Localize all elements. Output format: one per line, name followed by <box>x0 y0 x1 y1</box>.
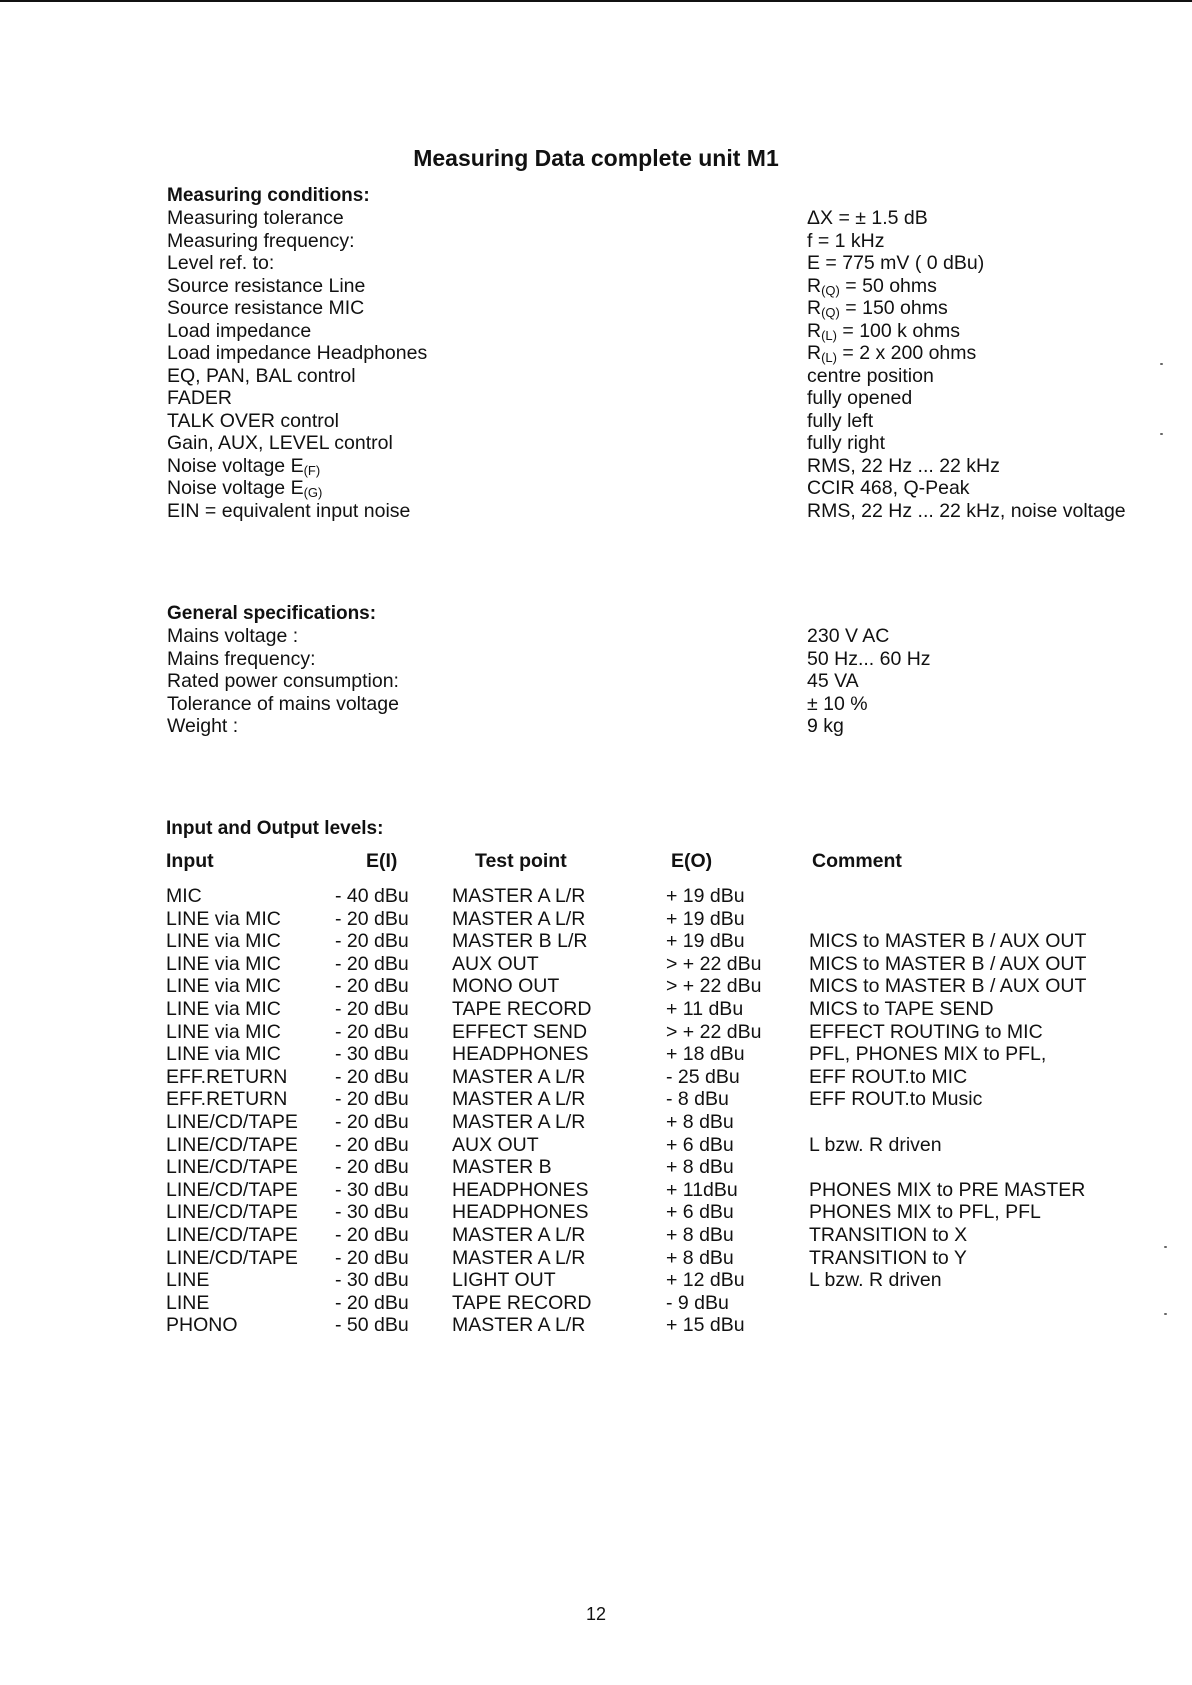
cell-test-point: LIGHT OUT <box>452 1269 556 1292</box>
table-row <box>166 1224 1166 1247</box>
cell-ei: - 20 dBu <box>335 1223 409 1246</box>
spec-value: RMS, 22 Hz ... 22 kHz <box>807 454 1000 477</box>
spec-value: fully opened <box>807 387 913 409</box>
cell-eo: + 12 dBu <box>666 1269 745 1292</box>
spec-value: ± 10 % <box>807 692 868 715</box>
spec-row <box>167 670 1147 693</box>
spec-label: Tolerance of mains voltage <box>167 692 399 715</box>
table-row <box>166 1314 1166 1337</box>
cell-input: LINE via MIC <box>166 1020 281 1043</box>
col-header-test-point: Test point <box>475 850 567 872</box>
spec-row <box>167 365 1147 388</box>
cell-ei: - 30 dBu <box>335 1201 409 1224</box>
spec-row <box>167 477 1147 500</box>
scan-speck <box>1164 1313 1167 1315</box>
spec-label <box>167 455 320 478</box>
spec-value <box>807 342 976 365</box>
spec-value: fully left <box>807 409 874 432</box>
spec-value: fully right <box>807 432 886 454</box>
cell-test-point: MASTER A L/R <box>452 1246 586 1269</box>
spec-label: Measuring tolerance <box>167 207 344 229</box>
spec-label: EQ, PAN, BAL control <box>167 364 356 387</box>
cell-input: LINE/CD/TAPE <box>166 1223 298 1246</box>
measuring-conditions-heading: Measuring conditions: <box>167 185 370 206</box>
cell-test-point: MASTER A L/R <box>452 1065 586 1088</box>
cell-test-point: MONO OUT <box>452 975 560 998</box>
cell-test-point: HEADPHONES <box>452 1178 589 1201</box>
spec-row <box>167 715 1147 738</box>
cell-ei: - 20 dBu <box>335 1088 409 1111</box>
spec-label: Rated power consumption: <box>167 670 399 692</box>
cell-ei: - 20 dBu <box>335 1156 409 1179</box>
cell-eo: + 19 dBu <box>666 930 745 953</box>
spec-value: E = 775 mV ( 0 dBu) <box>807 252 985 274</box>
page-title: Measuring Data complete unit M1 <box>413 145 779 171</box>
cell-comment: MICS to MASTER B / AUX OUT <box>809 975 1087 998</box>
cell-ei: - 30 dBu <box>335 1269 409 1292</box>
col-header-comment: Comment <box>812 850 902 872</box>
cell-ei: - 20 dBu <box>335 907 409 930</box>
cell-ei: - 50 dBu <box>335 1314 409 1337</box>
cell-eo: > + 22 dBu <box>666 975 762 998</box>
table-row <box>166 930 1166 953</box>
table-row <box>166 1111 1166 1134</box>
table-row <box>166 1269 1166 1292</box>
spec-value-symbol: R <box>807 342 822 364</box>
cell-input: LINE/CD/TAPE <box>166 1156 298 1179</box>
cell-input: LINE via MIC <box>166 907 281 930</box>
top-rule <box>0 0 1192 2</box>
cell-input: LINE/CD/TAPE <box>166 1110 298 1133</box>
cell-comment: TRANSITION to X <box>809 1223 968 1246</box>
io-levels-heading: Input and Output levels: <box>166 818 384 839</box>
spec-value-symbol: R <box>807 297 822 319</box>
cell-ei: - 30 dBu <box>335 1043 409 1066</box>
spec-row <box>167 500 1147 523</box>
spec-label: Mains voltage : <box>167 625 299 647</box>
spec-label: Source resistance MIC <box>167 297 365 319</box>
cell-input: LINE via MIC <box>166 1043 281 1066</box>
spec-row <box>167 648 1147 671</box>
cell-eo: + 18 dBu <box>666 1043 745 1066</box>
cell-input: PHONO <box>166 1314 238 1337</box>
spec-row <box>167 455 1147 478</box>
spec-value: 45 VA <box>807 670 859 692</box>
spec-label-subscript: (G) <box>303 485 323 500</box>
spec-value: 9 kg <box>807 715 844 737</box>
cell-input: MIC <box>166 885 202 907</box>
scan-speck <box>1164 1246 1167 1248</box>
cell-test-point: EFFECT SEND <box>452 1020 588 1043</box>
cell-comment: L bzw. R driven <box>809 1133 942 1156</box>
cell-input: LINE/CD/TAPE <box>166 1201 298 1224</box>
spec-value: CCIR 468, Q-Peak <box>807 477 970 499</box>
spec-label: Load impedance <box>167 319 312 342</box>
cell-ei: - 20 dBu <box>335 1020 409 1043</box>
spec-label: Load impedance Headphones <box>167 342 428 364</box>
spec-value-subscript: (L) <box>821 350 837 365</box>
cell-test-point: MASTER A L/R <box>452 1314 586 1337</box>
cell-test-point: HEADPHONES <box>452 1201 589 1224</box>
spec-value-text: = 100 k ohms <box>836 319 961 342</box>
cell-input: LINE <box>166 1269 210 1292</box>
table-row <box>166 998 1166 1021</box>
cell-input: LINE via MIC <box>166 952 281 975</box>
cell-comment: EFFECT ROUTING to MIC <box>809 1020 1043 1043</box>
cell-test-point: AUX OUT <box>452 952 539 975</box>
cell-eo: + 15 dBu <box>666 1314 745 1337</box>
cell-test-point: MASTER A L/R <box>452 907 586 930</box>
cell-ei: - 20 dBu <box>335 975 409 998</box>
cell-comment: MICS to TAPE SEND <box>809 997 994 1020</box>
spec-label-subscript: (F) <box>303 462 321 478</box>
cell-ei: - 20 dBu <box>335 997 409 1020</box>
cell-test-point: HEADPHONES <box>452 1043 589 1066</box>
cell-input: LINE via MIC <box>166 997 281 1020</box>
spec-row <box>167 252 1147 275</box>
spec-row <box>167 342 1147 365</box>
cell-ei: - 20 dBu <box>335 1246 409 1269</box>
col-header-ei: E(I) <box>366 850 398 872</box>
table-row <box>166 975 1166 998</box>
cell-eo: + 8 dBu <box>666 1110 734 1133</box>
spec-value: centre position <box>807 364 934 387</box>
table-row <box>166 1247 1166 1270</box>
cell-input: LINE/CD/TAPE <box>166 1246 298 1269</box>
spec-row <box>167 410 1147 433</box>
cell-ei: - 30 dBu <box>335 1178 409 1201</box>
table-row <box>166 1134 1166 1157</box>
cell-test-point: MASTER A L/R <box>452 1110 586 1133</box>
cell-input: LINE via MIC <box>166 975 281 998</box>
table-row <box>166 885 1166 908</box>
cell-comment: PFL, PHONES MIX to PFL, <box>809 1043 1047 1066</box>
spec-value-text: = 50 ohms <box>839 274 937 297</box>
cell-input: LINE/CD/TAPE <box>166 1133 298 1156</box>
spec-value: 230 V AC <box>807 625 890 647</box>
table-row <box>166 1066 1166 1089</box>
cell-input: LINE <box>166 1291 210 1314</box>
table-row <box>166 1201 1166 1224</box>
spec-value-subscript: (Q) <box>821 282 840 298</box>
spec-value <box>807 320 960 343</box>
cell-input: LINE/CD/TAPE <box>166 1178 298 1201</box>
spec-value-subscript: (Q) <box>821 305 840 320</box>
spec-label: Weight : <box>167 715 239 737</box>
table-row <box>166 1179 1166 1202</box>
cell-test-point: TAPE RECORD <box>452 997 592 1020</box>
spec-label: Level ref. to: <box>167 252 275 274</box>
cell-eo: - 8 dBu <box>666 1088 729 1111</box>
spec-row <box>167 207 1147 230</box>
cell-eo: + 19 dBu <box>666 885 745 907</box>
spec-label <box>167 477 322 500</box>
page-number: 12 <box>585 1604 607 1624</box>
spec-value: RMS, 22 Hz ... 22 kHz, noise voltage <box>807 499 1126 522</box>
cell-ei: - 20 dBu <box>335 1110 409 1133</box>
general-specifications-list <box>167 625 1147 738</box>
spec-label: Source resistance Line <box>167 274 366 297</box>
spec-value <box>807 297 948 320</box>
col-header-input: Input <box>166 850 214 872</box>
spec-label: Mains frequency: <box>167 647 316 670</box>
cell-test-point: MASTER B L/R <box>452 930 588 953</box>
cell-test-point: MASTER A L/R <box>452 885 586 907</box>
cell-comment: TRANSITION to Y <box>809 1246 967 1269</box>
col-header-eo: E(O) <box>671 850 713 872</box>
cell-eo: + 11 dBu <box>666 997 744 1020</box>
spec-label: Gain, AUX, LEVEL control <box>167 432 393 454</box>
table-row <box>166 1292 1166 1315</box>
cell-test-point: TAPE RECORD <box>452 1291 592 1314</box>
table-row <box>166 1088 1166 1111</box>
cell-test-point: AUX OUT <box>452 1133 539 1156</box>
cell-test-point: MASTER A L/R <box>452 1088 586 1111</box>
spec-row <box>167 297 1147 320</box>
spec-row <box>167 625 1147 648</box>
cell-comment: PHONES MIX to PFL, PFL <box>809 1201 1041 1224</box>
spec-row <box>167 230 1147 253</box>
cell-comment: MICS to MASTER B / AUX OUT <box>809 952 1087 975</box>
cell-test-point: MASTER B <box>452 1156 552 1179</box>
spec-value-symbol: R <box>807 274 822 297</box>
cell-eo: - 25 dBu <box>666 1065 740 1088</box>
spec-value-subscript: (L) <box>821 327 837 343</box>
scan-speck <box>1160 433 1163 435</box>
cell-ei: - 40 dBu <box>335 885 409 907</box>
spec-value-symbol: R <box>807 319 822 342</box>
spec-value-text: = 2 x 200 ohms <box>836 342 977 364</box>
spec-row <box>167 432 1147 455</box>
cell-eo: + 6 dBu <box>666 1201 734 1224</box>
spec-value: f = 1 kHz <box>807 229 885 252</box>
spec-row <box>167 693 1147 716</box>
cell-input: EFF.RETURN <box>166 1065 288 1088</box>
table-row <box>166 1043 1166 1066</box>
cell-ei: - 20 dBu <box>335 930 409 953</box>
cell-ei: - 20 dBu <box>335 952 409 975</box>
cell-eo: + 11dBu <box>666 1178 738 1201</box>
table-row <box>166 953 1166 976</box>
cell-comment: EFF ROUT.to Music <box>809 1088 983 1111</box>
spec-value-text: = 150 ohms <box>839 297 948 319</box>
cell-eo: > + 22 dBu <box>666 1020 762 1043</box>
cell-ei: - 20 dBu <box>335 1133 409 1156</box>
cell-eo: - 9 dBu <box>666 1291 729 1314</box>
scan-speck <box>1160 363 1163 365</box>
spec-label: FADER <box>167 387 233 409</box>
cell-comment: MICS to MASTER B / AUX OUT <box>809 930 1087 953</box>
general-specifications-heading: General specifications: <box>167 603 377 624</box>
cell-ei: - 20 dBu <box>335 1291 409 1314</box>
spec-label: Measuring frequency: <box>167 229 355 252</box>
io-levels-table <box>166 885 1166 1337</box>
cell-eo: + 19 dBu <box>666 907 745 930</box>
cell-eo: + 8 dBu <box>666 1246 734 1269</box>
cell-input: LINE via MIC <box>166 930 281 953</box>
measuring-conditions-list <box>167 207 1147 522</box>
spec-label-text: Noise voltage E <box>167 454 304 477</box>
spec-label: EIN = equivalent input noise <box>167 499 411 522</box>
cell-test-point: MASTER A L/R <box>452 1223 586 1246</box>
cell-ei: - 20 dBu <box>335 1065 409 1088</box>
cell-eo: > + 22 dBu <box>666 952 762 975</box>
table-row <box>166 1021 1166 1044</box>
spec-row <box>167 320 1147 343</box>
spec-row <box>167 275 1147 298</box>
cell-eo: + 8 dBu <box>666 1156 734 1179</box>
spec-value: ΔX = ± 1.5 dB <box>807 207 928 229</box>
spec-row <box>167 387 1147 410</box>
table-row <box>166 908 1166 931</box>
spec-value: 50 Hz... 60 Hz <box>807 647 931 670</box>
cell-input: EFF.RETURN <box>166 1088 288 1111</box>
table-row <box>166 1156 1166 1179</box>
cell-eo: + 6 dBu <box>666 1133 734 1156</box>
cell-comment: EFF ROUT.to MIC <box>809 1065 968 1088</box>
cell-eo: + 8 dBu <box>666 1223 734 1246</box>
cell-comment: PHONES MIX to PRE MASTER <box>809 1178 1086 1201</box>
cell-comment: L bzw. R driven <box>809 1269 942 1292</box>
spec-value <box>807 275 937 298</box>
spec-label: TALK OVER control <box>167 409 339 432</box>
spec-label-text: Noise voltage E <box>167 477 304 499</box>
